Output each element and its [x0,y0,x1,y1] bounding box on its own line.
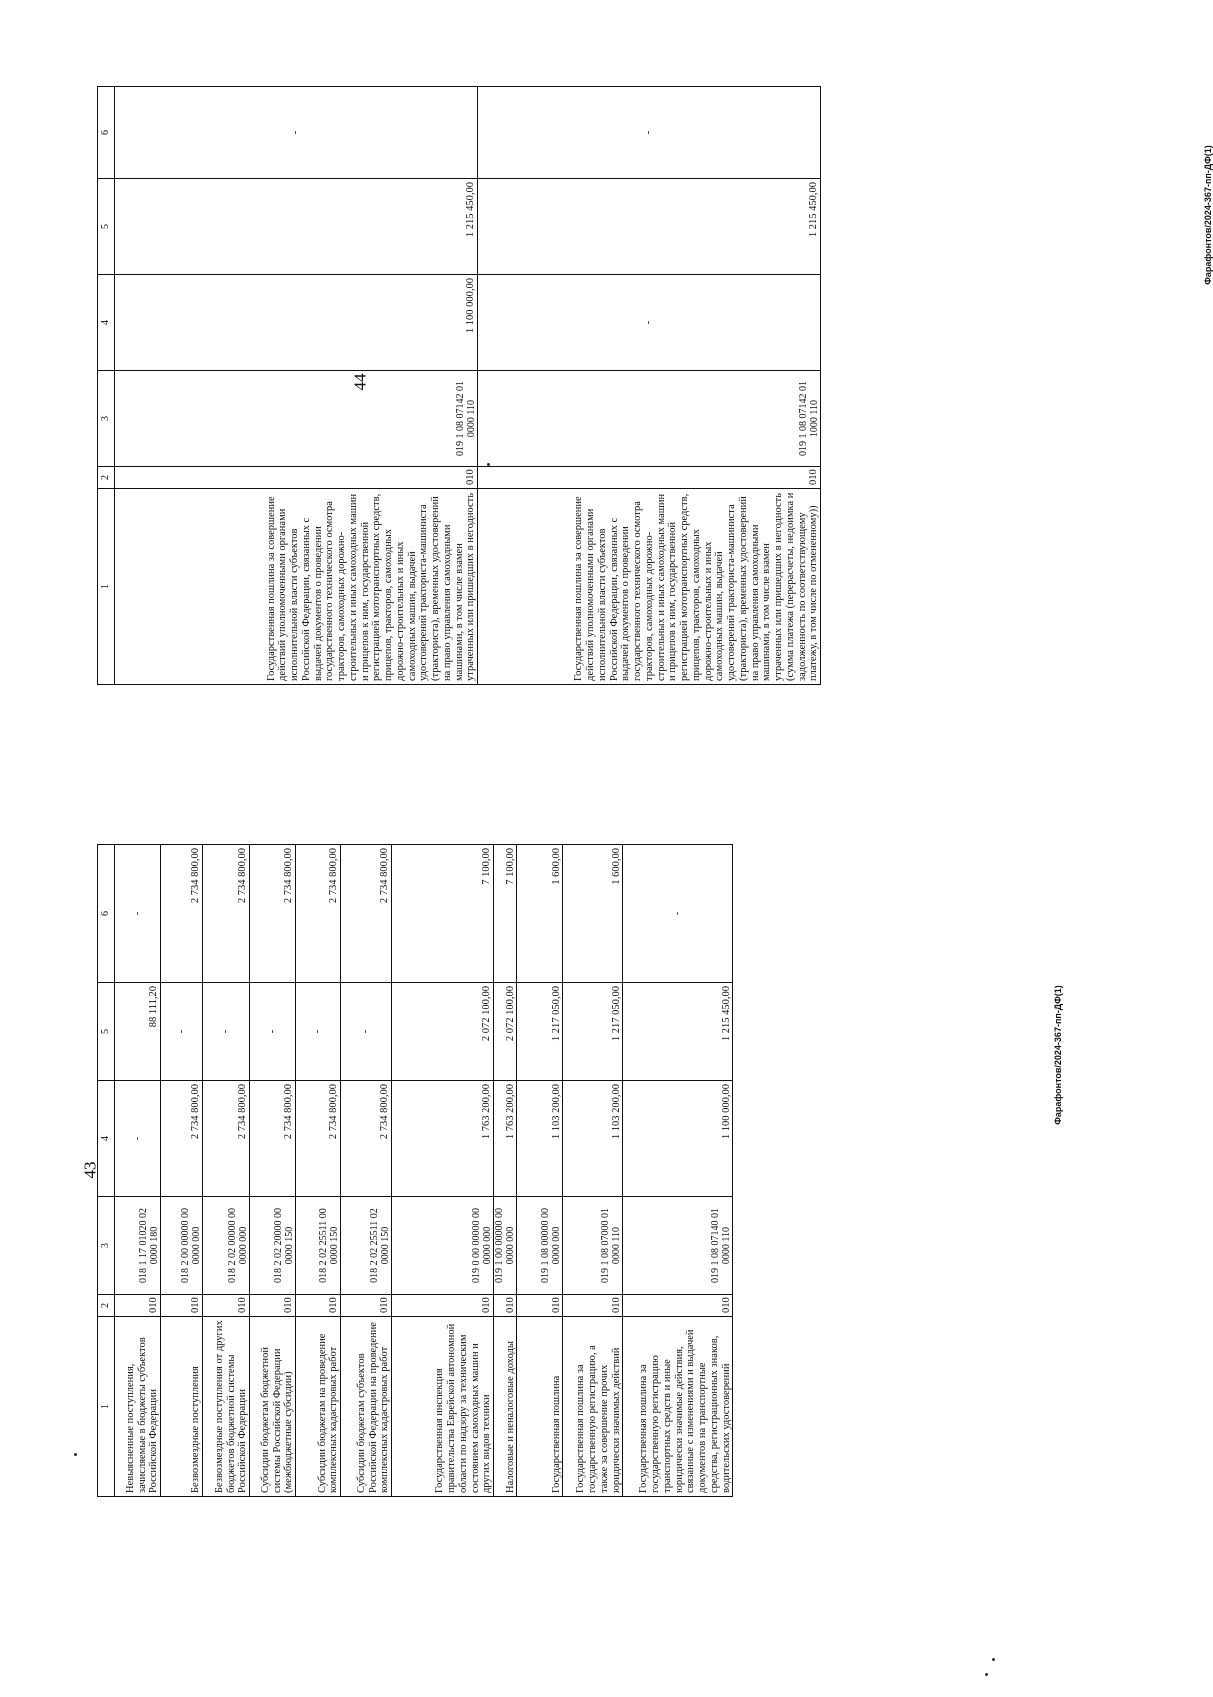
row-value-col4: 1 103 200,00 [563,1081,623,1197]
table-row [478,87,821,685]
row-value-col6: 1 600,00 [517,845,563,983]
row-value-col6: - [115,87,478,179]
row-value-col5: 88 111,20 [115,983,161,1081]
row-code-cell: 010 [494,1295,517,1317]
table-page-43 [97,844,733,1497]
header-col-6: 6 [98,87,115,179]
row-value-col4: 1 763 200,00 [494,1081,517,1197]
row-name-cell: Безвозмездные поступления от других бюджетов бюджетной системы Российской Федерации [203,1317,250,1497]
row-kbk-cell: 018 1 17 01020 02 0000 180 [115,1197,161,1295]
table-page-44 [97,86,821,685]
row-value-col5: - [203,983,250,1081]
scan-speck [487,463,490,466]
row-name-cell: Субсидии бюджетам на проведение комплексных кадастровых работ [296,1317,341,1497]
row-value-col4: 2 734 800,00 [203,1081,250,1197]
row-value-col6: 2 734 800,00 [161,845,203,983]
scan-speck [992,1658,995,1661]
row-value-col6: 2 734 800,00 [250,845,296,983]
row-value-col4: 2 734 800,00 [161,1081,203,1197]
row-code-cell: 010 [517,1295,563,1317]
row-value-col6: 1 600,00 [563,845,623,983]
row-kbk-cell: 019 1 08 07000 01 0000 110 [563,1197,623,1295]
page-number-43: 43 [80,1161,100,1179]
row-code-cell: 010 [203,1295,250,1317]
row-kbk-cell: 019 1 00 00000 00 0000 000 [494,1197,517,1295]
table-row [341,845,392,1497]
header-col-4: 4 [98,1081,115,1197]
header-col-2: 2 [98,1295,115,1317]
page-43 [97,844,733,1497]
header-col-6: 6 [98,845,115,983]
row-kbk-cell: 018 2 02 00000 00 0000 000 [203,1197,250,1295]
table-row [203,845,250,1497]
row-kbk-cell: 018 2 02 25511 02 0000 150 [341,1197,392,1295]
row-value-col4: 1 763 200,00 [392,1081,494,1197]
row-value-col6: 2 734 800,00 [296,845,341,983]
header-col-3: 3 [98,371,115,467]
footer-page-43: Фарафонтов/2024-367-пп-ДФ(1) [1052,985,1063,1125]
row-value-col5: 1 215 450,00 [623,983,733,1081]
row-kbk-cell: 019 1 08 07142 01 0000 110 [115,371,478,467]
row-name-cell: Государственная инспекция правительства Еврейской автономной области по надзору за техническим состоянием самоходных машин и других видов техники [392,1317,494,1497]
table-row [115,845,161,1497]
row-name-cell: Субсидии бюджетам субъектов Российской Федерации на проведение комплексных кадастровых работ [341,1317,392,1497]
row-value-col6: - [115,845,161,983]
row-code-cell: 010 [115,1295,161,1317]
row-name-cell: Налоговые и неналоговые доходы [494,1317,517,1497]
table-row [392,845,494,1497]
header-col-5: 5 [98,983,115,1081]
row-code-cell: 010 [392,1295,494,1317]
row-value-col4: 2 734 800,00 [250,1081,296,1197]
row-value-col5: - [341,983,392,1081]
row-value-col4: 2 734 800,00 [296,1081,341,1197]
scan-speck [985,1673,988,1676]
page-44 [97,86,821,685]
table-row [250,845,296,1497]
row-value-col6: - [623,845,733,983]
row-value-col6: - [478,87,821,179]
row-code-cell: 010 [296,1295,341,1317]
header-col-1: 1 [98,1317,115,1497]
row-kbk-cell: 019 1 08 07140 01 0000 110 [623,1197,733,1295]
table-row [115,87,478,685]
row-value-col6: 2 734 800,00 [203,845,250,983]
row-value-col4: - [478,275,821,371]
header-col-5: 5 [98,179,115,275]
row-value-col4: 1 100 000,00 [115,275,478,371]
table-row [517,845,563,1497]
row-value-col4: 1 103 200,00 [517,1081,563,1197]
row-value-col4: - [115,1081,161,1197]
row-name-cell: Субсидии бюджетам бюджетной системы Российской Федерации (межбюджетные субсидии) [250,1317,296,1497]
page-number-44: 44 [350,373,370,391]
scan-speck [74,1453,77,1456]
row-value-col5: 1 215 450,00 [115,179,478,275]
row-kbk-cell: 018 2 00 00000 00 0000 000 [161,1197,203,1295]
row-kbk-cell: 019 1 08 07142 01 1000 110 [478,371,821,467]
table-row [296,845,341,1497]
row-value-col4: 2 734 800,00 [341,1081,392,1197]
row-code-cell: 010 [478,467,821,489]
row-code-cell: 010 [623,1295,733,1317]
row-value-col5: 1 217 050,00 [517,983,563,1081]
table-row [494,845,517,1497]
row-name-cell: Государственная пошлина за государственную регистрацию транспортных средств и иные юридически значимые действия, связанные с изменениями и выдачей документов на транспортные средства, регистрационных знаков, водительских удостоверений [623,1317,733,1497]
row-value-col5: - [161,983,203,1081]
row-name-cell: Государственная пошлина за совершение действий уполномоченными органами исполнительной власти субъектов Российской Федерации, связанных с выдачей документов о проведении государственного технического осмотра тракторов, самоходных дорожно-строительных и иных самоходных машин и прицепов к ним, государственной регистрацией мототранспортных средств, прицепов, тракторов, самоходных дорожно-строительных и иных самоходных машин, выдачей удостоверений тракториста-машиниста (тракториста), временных удостоверений на право управления самоходными машинами, в том числе взамен утраченных или пришедших в негодность (сумма платежа (перерасчеты, недоимка и задолженность по соответствующему платежу, в том числе по отмененному)) [478,489,821,685]
footer-page-44: Фарафонтов/2024-367-пп-ДФ(1) [1202,145,1213,285]
row-value-col5: 2 072 100,00 [392,983,494,1081]
row-value-col5: 2 072 100,00 [494,983,517,1081]
row-value-col5: - [250,983,296,1081]
row-value-col5: 1 217 050,00 [563,983,623,1081]
row-value-col6: 7 100,00 [494,845,517,983]
table-header-row [98,87,115,685]
header-col-2: 2 [98,467,115,489]
row-code-cell: 010 [341,1295,392,1317]
table-row [563,845,623,1497]
row-kbk-cell: 019 0 00 00000 00 0000 000 [392,1197,494,1295]
table-row [623,845,733,1497]
row-code-cell: 010 [161,1295,203,1317]
row-name-cell: Безвозмездные поступления [161,1317,203,1497]
row-name-cell: Государственная пошлина за совершение действий уполномоченными органами исполнительной власти субъектов Российской Федерации, связанных с выдачей документов о проведении государственного технического осмотра тракторов, самоходных дорожно-строительных и иных самоходных машин и прицепов к ним, государственной регистрацией мототранспортных средств, прицепов, тракторов, самоходных дорожно-строительных и иных самоходных машин, выдачей удостоверений тракториста-машиниста (тракториста), временных удостоверений на право управления самоходными машинами, в том числе взамен утраченных или пришедших в негодность [115,489,478,685]
row-code-cell: 010 [250,1295,296,1317]
row-name-cell: Государственная пошлина за государственную регистрацию, а также за совершение прочих юридически значимых действий [563,1317,623,1497]
row-kbk-cell: 019 1 08 00000 00 0000 000 [517,1197,563,1295]
header-col-3: 3 [98,1197,115,1295]
row-value-col6: 7 100,00 [392,845,494,983]
row-value-col4: 1 100 000,00 [623,1081,733,1197]
row-code-cell: 010 [115,467,478,489]
row-code-cell: 010 [563,1295,623,1317]
header-col-4: 4 [98,275,115,371]
row-name-cell: Государственная пошлина [517,1317,563,1497]
row-value-col6: 2 734 800,00 [341,845,392,983]
row-value-col5: - [296,983,341,1081]
table-row [161,845,203,1497]
header-col-1: 1 [98,489,115,685]
row-kbk-cell: 018 2 02 25511 00 0000 150 [296,1197,341,1295]
row-kbk-cell: 018 2 02 20000 00 0000 150 [250,1197,296,1295]
row-value-col5: 1 215 450,00 [478,179,821,275]
row-name-cell: Невыясненные поступления, зачисляемые в бюджеты субъектов Российской Федерации [115,1317,161,1497]
